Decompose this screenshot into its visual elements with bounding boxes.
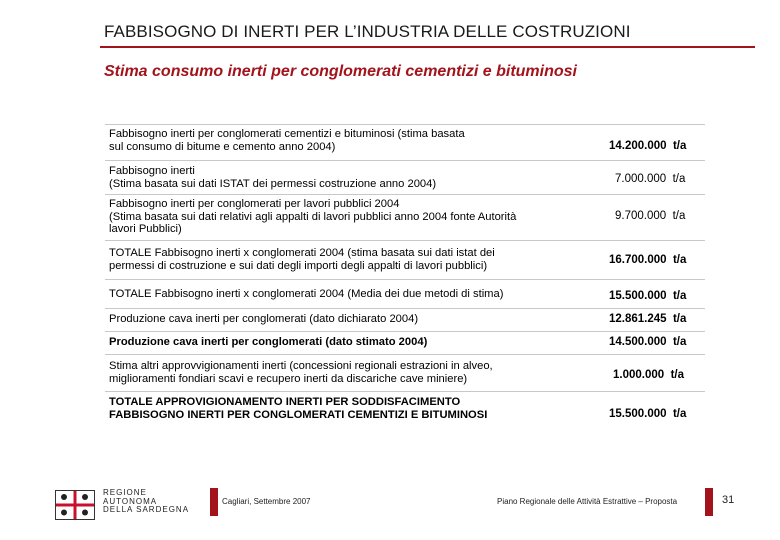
row-divider [105,124,705,125]
sardinia-flag-icon [56,491,94,519]
row-value: 9.700.000 t/a [615,210,686,222]
row-value: 15.500.000 t/a [609,290,687,302]
row-description: TOTALE Fabbisogno inerti x conglomerati 2004 (stima basata sui dati istat dei permessi di costruzione e sui dati degli importi degli appalti di lavori pubblici) [109,247,495,272]
region-name: REGIONE AUTONOMA DELLA SARDEGNA [103,488,190,515]
footer-plan-title: Piano Regionale delle Attività Estrattive – Proposta [497,497,678,506]
row-description: Fabbisogno inerti per conglomerati cementizi e bituminosi (stima basata sul consumo di bitume e cemento anno 2004) [109,128,465,153]
row-description: Fabbisogno inerti (Stima basata sui dati ISTAT dei permessi costruzione anno 2004) [109,165,437,190]
row-value: 7.000.000 t/a [615,173,686,185]
row-value: 1.000.000 t/a [613,369,684,381]
title-divider [100,46,755,48]
row-value: 12.861.245 t/a [609,313,687,325]
row-description: TOTALE Fabbisogno inerti x conglomerati 2004 (Media dei due metodi di stima) [109,288,504,300]
row-description: Produzione cava inerti per conglomerati (dato dichiarato 2004) [109,313,419,325]
page-title: FABBISOGNO DI INERTI PER L’INDUSTRIA DELLE COSTRUZIONI [104,22,631,41]
row-divider [105,308,705,309]
row-description: Fabbisogno inerti per conglomerati per lavori pubblici 2004 (Stima basata sui dati relativi agli appalti di lavori pubblici anno 2004 fonte Autorità lavori Pubblici) [109,198,517,236]
row-description: Produzione cava inerti per conglomerati (dato stimato 2004) [109,336,428,348]
row-value: 14.200.000 t/a [609,140,687,152]
row-divider [105,391,705,392]
footer-accent-right [705,488,713,516]
row-divider [105,240,705,241]
row-divider [105,331,705,332]
footer-accent-left [210,488,218,516]
region-flag-logo [55,490,95,520]
page-subtitle: Stima consumo inerti per conglomerati cementizi e bituminosi [104,63,577,80]
row-value: 16.700.000 t/a [609,254,687,266]
row-divider [105,354,705,355]
row-divider [105,279,705,280]
footer-place-date: Cagliari, Settembre 2007 [222,497,311,506]
row-description: Stima altri approvvigionamenti inerti (concessioni regionali estrazioni in alveo, miglioramenti fondiari scavi e recupero inerti da discariche cave miniere) [109,360,493,385]
row-divider [105,160,705,161]
row-value: 15.500.000 t/a [609,408,687,420]
row-description: TOTALE APPROVIGIONAMENTO INERTI PER SODDISFACIMENTO FABBISOGNO INERTI PER CONGLOMERATI CEMENTIZI E BITUMINOSI [109,396,488,421]
page-number: 31 [722,494,735,506]
row-divider [105,194,705,195]
row-value: 14.500.000 t/a [609,336,687,348]
